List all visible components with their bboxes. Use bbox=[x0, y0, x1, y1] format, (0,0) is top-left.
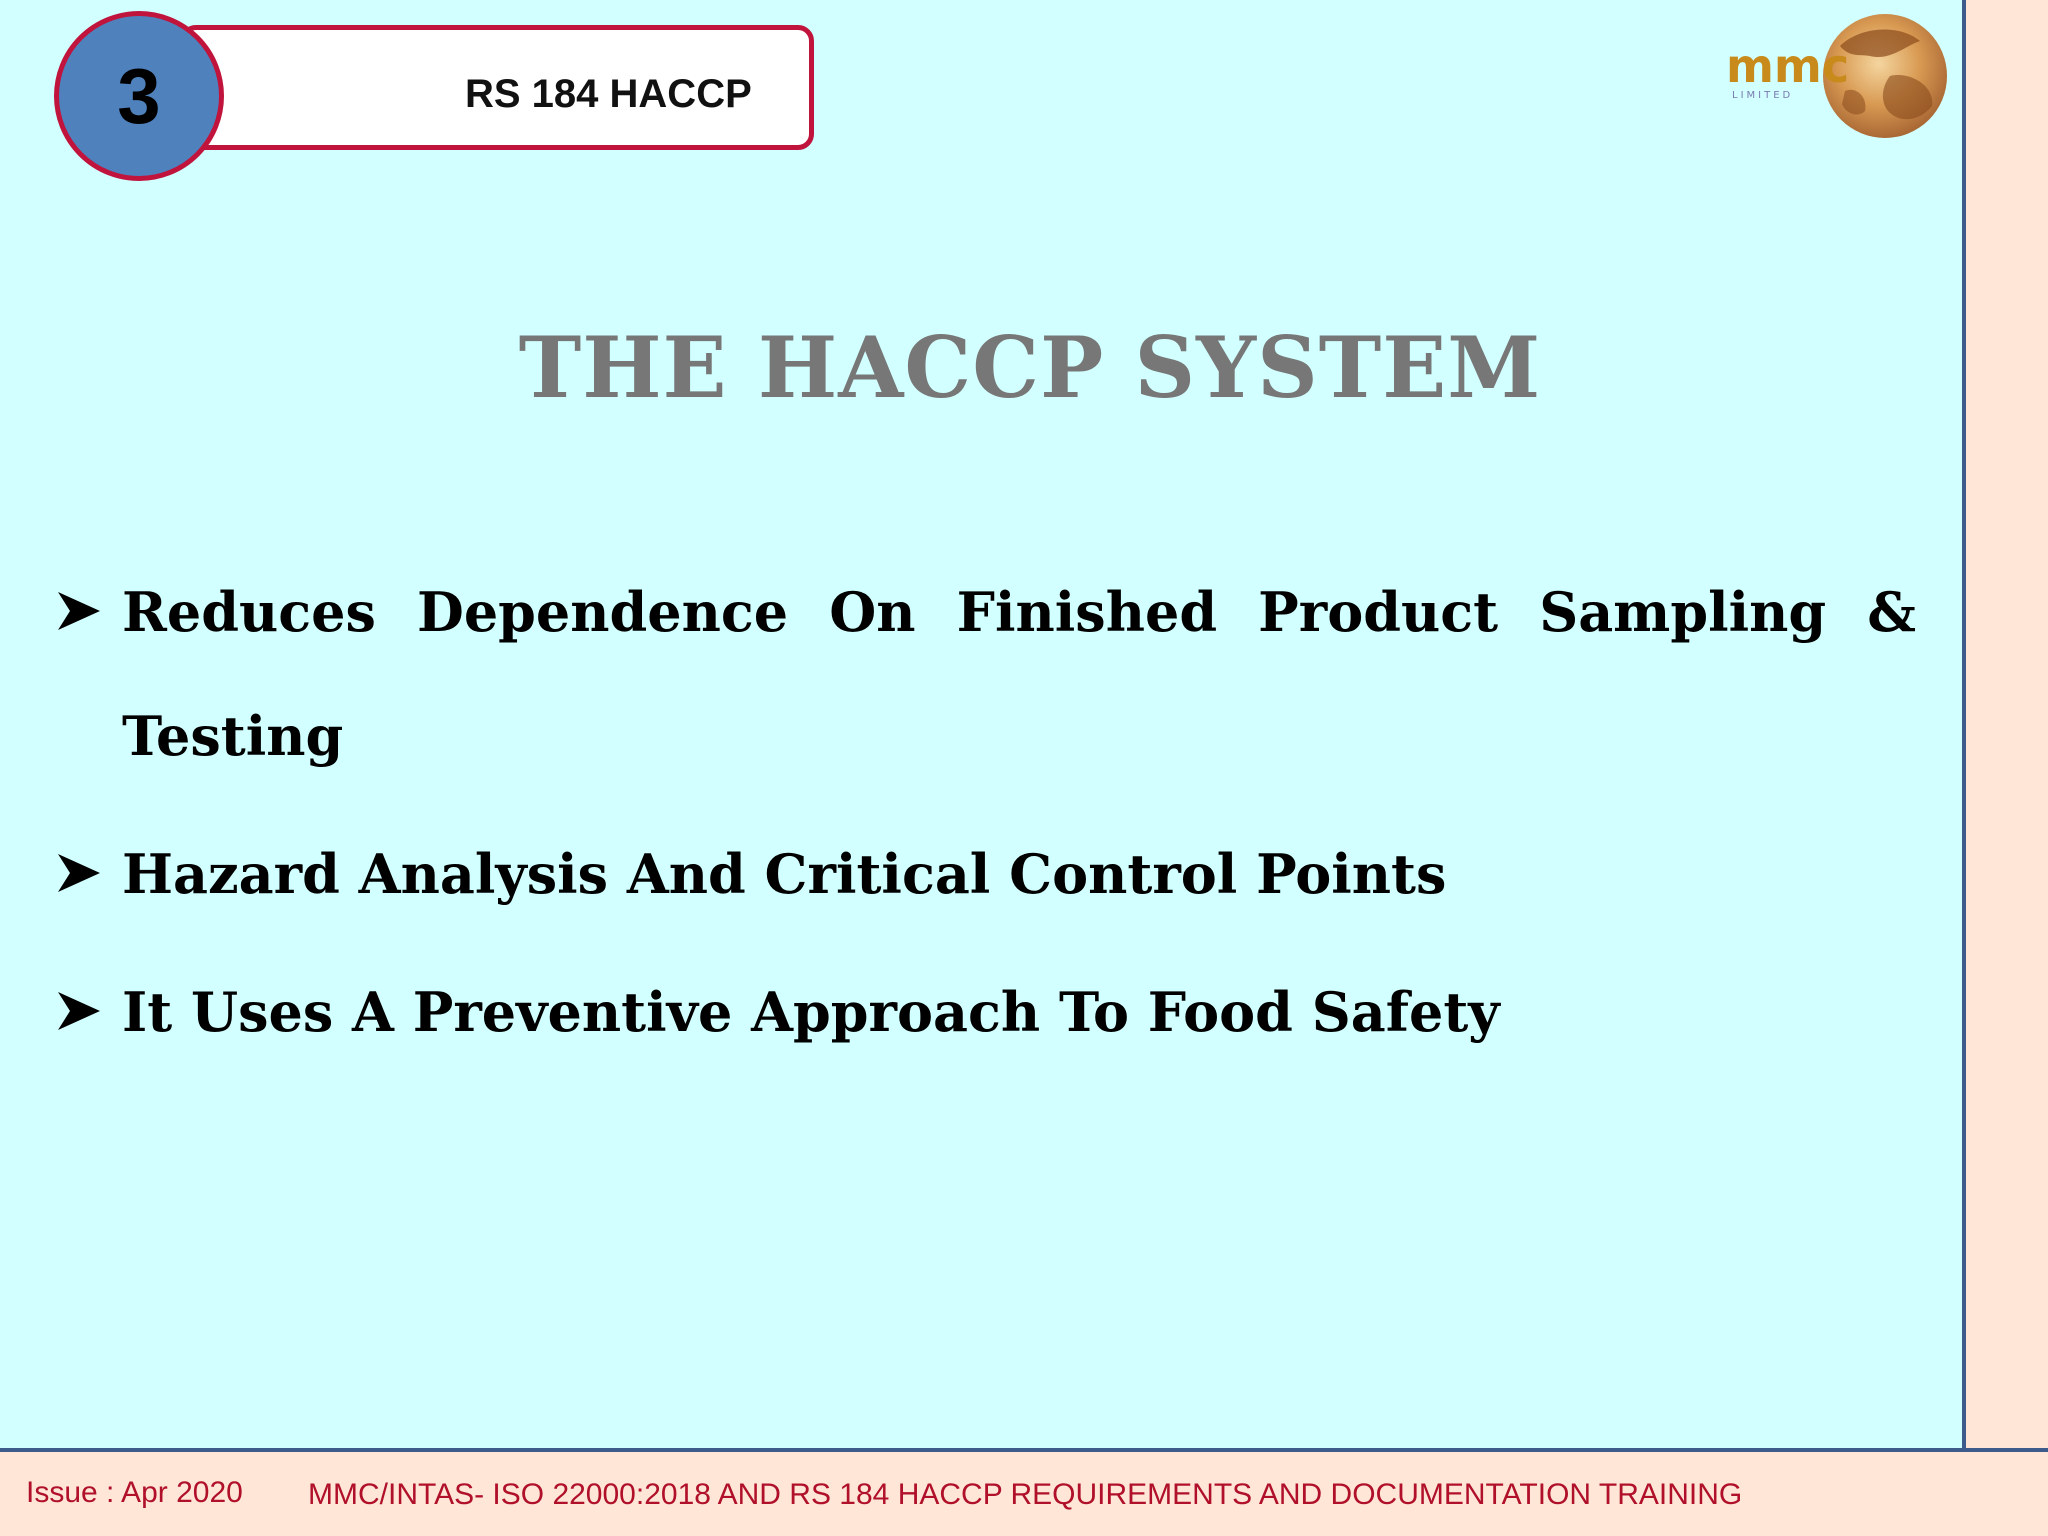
header-label-box bbox=[180, 25, 814, 150]
bullet-text: Reduces Dependence On Finished Product Sampling & Testing bbox=[122, 580, 1916, 768]
right-side-strip bbox=[1962, 0, 2048, 1450]
footer-issue-date: Issue : Apr 2020 bbox=[26, 1476, 243, 1509]
arrow-bullet-icon bbox=[56, 550, 104, 674]
header-label: RS 184 HACCP bbox=[465, 72, 752, 116]
bullet-item bbox=[56, 950, 1916, 1074]
logo-subtext: LIMITED bbox=[1732, 90, 1794, 101]
mmc-logo bbox=[1720, 6, 1960, 156]
footer-course-title: MMC/INTAS- ISO 22000:2018 AND RS 184 HACCP REQUIREMENTS AND DOCUMENTATION TRAINING bbox=[308, 1478, 1743, 1511]
footer-bar bbox=[0, 1448, 2048, 1536]
slide-title: THE HACCP SYSTEM bbox=[518, 318, 1542, 417]
bullet-text: Hazard Analysis And Critical Control Points bbox=[122, 842, 1447, 906]
bullet-list bbox=[56, 550, 1916, 1088]
bullet-item bbox=[56, 812, 1916, 936]
slide-number-badge: 3 bbox=[54, 11, 224, 181]
bullet-text: It Uses A Preventive Approach To Food Safety bbox=[122, 980, 1500, 1044]
arrow-bullet-icon bbox=[56, 950, 104, 1074]
bullet-item bbox=[56, 550, 1916, 798]
arrow-bullet-icon bbox=[56, 812, 104, 936]
logo-text: mmc bbox=[1726, 39, 1850, 93]
